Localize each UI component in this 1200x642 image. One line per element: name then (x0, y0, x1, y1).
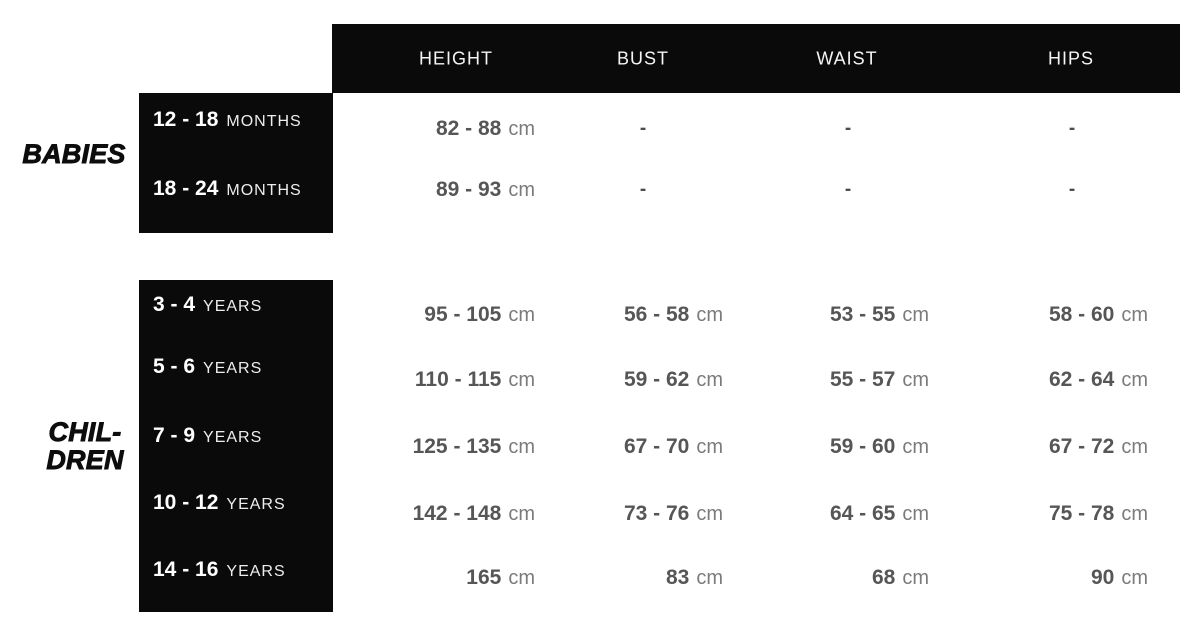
cell-height (466, 566, 535, 590)
measurement-value: 62 - 64 (1048, 368, 1115, 391)
column-header-height: HEIGHT (418, 48, 494, 68)
cell-height (413, 435, 535, 459)
age-range-label (153, 177, 302, 201)
age-range-value: 12 - 18 (153, 108, 219, 131)
cell-waist (830, 368, 929, 392)
unit-cm-label: cm (902, 304, 929, 326)
unit-cm-label: cm (508, 118, 535, 140)
cell-bust (666, 566, 723, 590)
measurement-value: 83 (665, 566, 690, 589)
cell-height (436, 178, 535, 202)
measurement-value: 110 - 115 (414, 368, 502, 391)
measurement-value: 90 (1090, 566, 1115, 589)
cell-height (413, 502, 535, 526)
unit-cm-label: cm (902, 567, 929, 589)
group-label-children-line2: DREN (46, 445, 124, 475)
age-range-value: 5 - 6 (153, 355, 196, 378)
measurement-value: 53 - 55 (829, 303, 896, 326)
cell-waist-empty: - (844, 179, 852, 200)
unit-cm-label: cm (508, 503, 535, 525)
unit-cm-label: cm (696, 304, 723, 326)
unit-cm-label: cm (696, 369, 723, 391)
cell-bust-empty: - (639, 179, 647, 200)
cell-bust (624, 435, 723, 459)
column-header-hips: HIPS (1047, 48, 1095, 68)
cell-hips (1049, 303, 1148, 327)
unit-cm-label: cm (1121, 304, 1148, 326)
unit-cm-label: cm (1121, 369, 1148, 391)
cell-height (424, 303, 535, 327)
age-unit-label: YEARS (203, 298, 263, 315)
age-range-value: 7 - 9 (153, 424, 196, 447)
unit-cm-label: cm (696, 567, 723, 589)
measurement-value: 125 - 135 (412, 435, 502, 458)
age-range-value: 10 - 12 (153, 491, 219, 514)
age-range-value: 18 - 24 (153, 177, 219, 200)
cell-hips (1049, 502, 1148, 526)
age-range-label (153, 355, 262, 379)
cell-hips (1091, 566, 1148, 590)
cell-hips (1049, 435, 1148, 459)
unit-cm-label: cm (902, 369, 929, 391)
unit-cm-label: cm (1121, 436, 1148, 458)
unit-cm-label: cm (508, 436, 535, 458)
measurement-value: 58 - 60 (1048, 303, 1115, 326)
cell-bust (624, 502, 723, 526)
measurement-value: 75 - 78 (1048, 502, 1115, 525)
unit-cm-label: cm (696, 503, 723, 525)
measurement-value: 73 - 76 (623, 502, 690, 525)
measurement-value: 59 - 62 (623, 368, 690, 391)
cell-bust (624, 303, 723, 327)
age-range-label (153, 491, 286, 515)
age-unit-label: MONTHS (226, 182, 302, 199)
unit-cm-label: cm (508, 369, 535, 391)
cell-bust-empty: - (639, 118, 647, 139)
cell-height (436, 117, 535, 141)
unit-cm-label: cm (902, 503, 929, 525)
group-label-children (46, 418, 123, 474)
cell-waist (830, 435, 929, 459)
unit-cm-label: cm (1121, 503, 1148, 525)
age-range-label (153, 108, 302, 132)
age-range-value: 3 - 4 (153, 293, 196, 316)
cell-hips (1049, 368, 1148, 392)
age-range-label (153, 293, 262, 317)
age-unit-label: MONTHS (226, 113, 302, 130)
age-range-value: 14 - 16 (153, 558, 219, 581)
unit-cm-label: cm (508, 179, 535, 201)
group-label-babies (22, 140, 125, 168)
unit-cm-label: cm (902, 436, 929, 458)
unit-cm-label: cm (1121, 567, 1148, 589)
table-header-bar (332, 24, 1180, 93)
cell-bust (624, 368, 723, 392)
column-header-waist: WAIST (816, 48, 878, 68)
cell-waist (872, 566, 929, 590)
group-label-children-line1: CHIL- (48, 417, 122, 447)
age-range-label (153, 424, 262, 448)
unit-cm-label: cm (696, 436, 723, 458)
measurement-value: 67 - 70 (623, 435, 690, 458)
column-header-bust: BUST (616, 48, 670, 68)
cell-hips-empty: - (1068, 179, 1076, 200)
measurement-value: 165 (466, 566, 502, 589)
measurement-value: 55 - 57 (829, 368, 896, 391)
measurement-value: 89 - 93 (435, 178, 502, 201)
measurement-value: 95 - 105 (424, 303, 502, 326)
age-range-label (153, 558, 286, 582)
measurement-value: 82 - 88 (435, 117, 502, 140)
age-unit-label: YEARS (226, 563, 286, 580)
cell-hips-empty: - (1068, 118, 1076, 139)
measurement-value: 142 - 148 (412, 502, 502, 525)
measurement-value: 64 - 65 (829, 502, 896, 525)
cell-waist-empty: - (844, 118, 852, 139)
age-unit-label: YEARS (203, 360, 263, 377)
measurement-value: 67 - 72 (1048, 435, 1115, 458)
measurement-value: 56 - 58 (623, 303, 690, 326)
cell-height (415, 368, 535, 392)
age-unit-label: YEARS (226, 496, 286, 513)
cell-waist (830, 303, 929, 327)
group-label-babies-text: BABIES (22, 139, 126, 169)
measurement-value: 68 (871, 566, 896, 589)
measurement-value: 59 - 60 (829, 435, 896, 458)
age-unit-label: YEARS (203, 429, 263, 446)
unit-cm-label: cm (508, 304, 535, 326)
cell-waist (830, 502, 929, 526)
unit-cm-label: cm (508, 567, 535, 589)
